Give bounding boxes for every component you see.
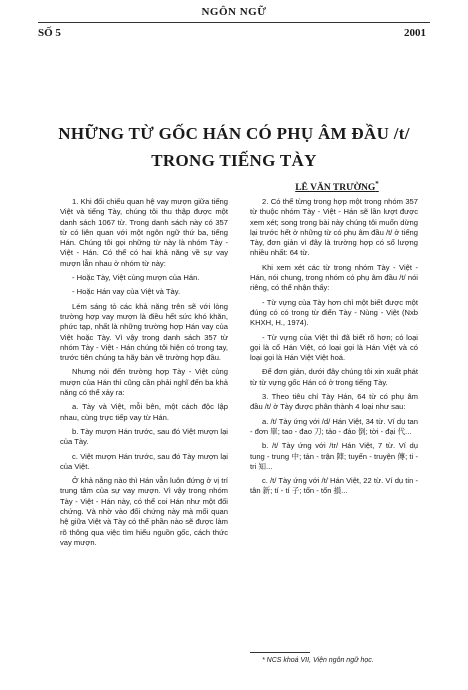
paragraph: 1. Khi đối chiếu quan hệ vay mượn giữa tiếng Việt và tiếng Tày, chúng tôi thu thập được một danh sách 1067 từ. Trong danh sách này có 357 từ có liên quan với một ngôn ngữ thứ ba, tiếng Hán. Chúng tôi gọi những từ này là nhóm Tày - Việt - Hán. Có thể có hai khả năng về sự vay mượn lẫn nhau ở nhóm từ này:: [60, 197, 228, 268]
list-item: - Hoặc Tày, Việt cùng mượn của Hán.: [72, 273, 200, 283]
issue-number: SỐ 5: [38, 27, 61, 39]
list-item: c. /t/ Tày ứng với /t/ Hán Việt, 22 từ. Ví dụ tin - tân 新; tí - tí 子; tốn - tổn 損...: [250, 476, 418, 496]
list-item: b. Tày mượn Hán trước, sau đó Việt mượn lại của Tày.: [60, 426, 228, 447]
header-rule: [38, 22, 430, 23]
list-item: c. Việt mượn Hán trước, sau đó Tày mượn lại của Việt.: [60, 451, 228, 471]
list-item: a. /t/ Tày ứng với /d/ Hán Việt, 34 từ. Ví dụ tan - đơn 單; tao - đao 刀; tảo - đảo 倒; tời - đại 代...: [250, 416, 418, 436]
paragraph: 2. Có thể từng trong hợp một trong nhóm 357 từ thuộc nhóm Tày - Việt - Hán sẽ lần lượt được xem xét; song trong bài này chúng tôi muốn dừng lại trước hết ở những từ có phụ âm đầu /t/ ở tiếng Tày, đơn giản vì đây là trường hợp có số lượng nhiều nhất: 64 từ.: [250, 197, 418, 258]
list-item: - Hoặc Hán vay của Việt và Tày.: [72, 287, 181, 297]
author: [262, 180, 412, 193]
list-item: a. Tày và Việt, mỗi bên, một cách độc lập nhau, cùng trực tiếp vay từ Hán.: [60, 402, 228, 422]
footnote: * NCS khoá VII, Viện ngôn ngữ học.: [262, 657, 374, 664]
author-name: LÊ VĂN TRƯỜNG: [295, 183, 376, 194]
list-item: - Từ vựng của Việt thì đã biết rõ hơn; có loại gọi là cổ Hán Việt, có loại gọi là Hán Việt và có loại gọi là Hán Việt Việt hoá.: [250, 332, 418, 363]
paragraph: Khi xem xét các từ trong nhóm Tày - Việt - Hán, nói chung, trong nhóm có phụ âm đầu /t/ nói riêng, có thể nhận thấy:: [250, 262, 418, 293]
footnote-rule: [250, 652, 310, 653]
list-item: b. /t/ Tày ứng với /tr/ Hán Việt, 7 từ. Ví dụ tung - trung 中; tản - trận 陣; tuyến - truyện 傳; ti - tri 知...: [250, 441, 418, 471]
paragraph: 3. Theo tiêu chí Tày Hán, 64 từ có phụ âm đầu /t/ ở Tày được phân thành 4 loại như sau:: [250, 392, 418, 412]
right-column: [250, 197, 418, 501]
issue-year: 2001: [404, 27, 426, 39]
left-column: [60, 197, 228, 552]
list-item: - Từ vựng của Tày hơn chỉ một biết được một đúng có có trong từ điển Tày - Nùng - Việt (Nxb KHXH, H., 1974).: [250, 297, 418, 328]
author-footnote-mark: *: [375, 180, 379, 188]
paragraph: Nhưng nói đến trường hợp Tày - Việt cùng mượn của Hán thì cũng cần phải nghĩ đến ba khả năng có thể xảy ra:: [60, 367, 228, 398]
article-title: [20, 120, 448, 174]
title-line-2: TRONG TIẾNG TÀY: [151, 151, 317, 170]
paragraph: Ở khả năng nào thì Hán vẫn luôn đứng ở vị trí trung tâm của sự vay mượn. Vì vậy trong nhóm Tày - Việt - Hán này, có thể coi Hán như một đối chứng. Và nhờ vào đối chứng này mà mối quan hệ giữa Việt và Tày có thể phần nào sẽ được làm rõ thông qua việc tìm hiểu nguồn gốc, cách thức vay mượn.: [60, 476, 228, 547]
title-line-1: NHỮNG TỪ GỐC HÁN CÓ PHỤ ÂM ĐẦU /t/: [58, 124, 410, 143]
paragraph: Để đơn giản, dưới đây chúng tôi xin xuất phát từ từ vựng gốc Hán có ở trong tiếng Tày.: [250, 367, 418, 387]
paragraph: Lém sáng tỏ các khả năng trên sẽ với lòng trường hợp vay mượn là điều hết sức khó khăn, phức tạp, nhất là những trường hợp Hán vay của Việt hoặc Tày. Vì vậy trong danh sách 357 từ nhóm Tày - Việt - Hán chúng tôi hiện có trong tay, trước tiên chúng ta hãy bàn về trường hợp đầu.: [60, 301, 228, 363]
journal-name: NGÔN NGỮ: [201, 6, 267, 18]
